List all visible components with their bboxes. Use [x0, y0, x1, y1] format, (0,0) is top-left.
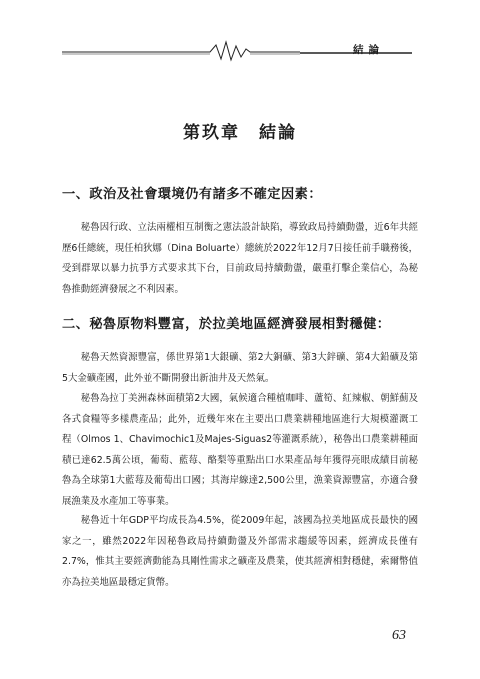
- running-header-label: 結論: [353, 44, 384, 56]
- section-heading-2: 二、秘魯原物料豐富，於拉美地區經濟發展相對穩健：: [62, 317, 391, 332]
- paragraph: 秘魯為拉丁美洲森林面積第2大國，氣候適合種植咖啡、蘆筍、紅辣椒、朝鮮薊及各式食糧等多樣農產品；此外，近幾年來在主要出口農業耕種地區進行大規模灌溉工程（Olmos 1、Chavimochic1及Majes-Siguas2等灌溉系統），秘魯出口農業耕種面積已達62.5萬公頃，葡萄、藍莓、酪梨等重點出口水果產品每年獲得亮眼成績目前秘魯為全球第1大藍莓及葡萄出口國；其海岸線達2,500公里，漁業資源豐富，亦適合發展漁業及水產加工等事業。: [62, 393, 418, 507]
- running-header: [62, 40, 412, 62]
- paragraph: 秘魯近十年GDP平均成長為4.5%，從2009年起，該國為拉美地區成長最快的國家之一，雖然2022年因秘魯政局持續動盪及外部需求趨緩等因素，經濟成長僅有2.7%，惟其主要經濟動能為具剛性需求之礦產及農業，使其經濟相對穩健，索爾幣值亦為拉美地區最穩定貨幣。: [62, 515, 418, 588]
- page-number: 63: [392, 628, 406, 643]
- paragraph: 秘魯因行政、立法兩權相互制衡之憲法設計缺陷，導致政局持續動盪，近6年共經歷6任總統，現任柏狄娜（Dina Boluarte）總統於2022年12月7日接任前手職務後，受到群眾以暴力抗爭方式要求其下台，目前政局持續動盪，嚴重打擊企業信心，為秘魯推動經濟發展之不利因素。: [62, 222, 418, 295]
- section-heading-1: 一、政治及社會環境仍有諸多不確定因素：: [62, 187, 323, 202]
- chapter-title: 第玖章 結論: [183, 123, 297, 143]
- paragraph: 秘魯天然資源豐富，係世界第1大銀礦、第2大銅礦、第3大鋅礦、第4大鉛礦及第5大金礦產國，此外並不斷開發出新油井及天然氣。: [62, 352, 418, 384]
